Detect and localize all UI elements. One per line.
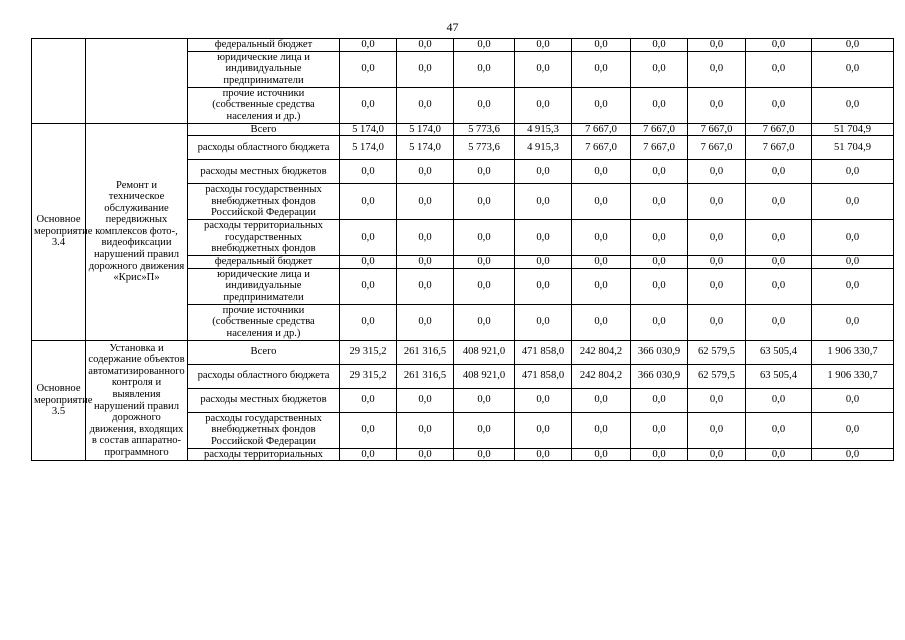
year-value-cell: 0,0 (397, 412, 454, 448)
year-value-cell: 0,0 (572, 39, 631, 52)
year-value-cell: 29 315,2 (340, 364, 397, 388)
total-value-cell: 1 906 330,7 (812, 364, 894, 388)
year-value-cell: 5 773,6 (454, 123, 515, 136)
year-value-cell: 0,0 (340, 39, 397, 52)
year-value-cell: 0,0 (688, 184, 746, 220)
year-value-cell: 0,0 (515, 51, 572, 87)
year-value-cell: 0,0 (688, 220, 746, 256)
year-value-cell: 7 667,0 (688, 123, 746, 136)
table-row (32, 340, 894, 364)
year-value-cell: 4 915,3 (515, 123, 572, 136)
year-value-cell: 0,0 (746, 448, 812, 461)
year-value-cell: 408 921,0 (454, 340, 515, 364)
year-value-cell: 0,0 (397, 268, 454, 304)
year-value-cell: 0,0 (454, 256, 515, 269)
year-value-cell: 0,0 (746, 412, 812, 448)
year-value-cell: 0,0 (397, 388, 454, 412)
year-value-cell: 0,0 (454, 220, 515, 256)
year-value-cell: 0,0 (340, 184, 397, 220)
year-value-cell: 0,0 (631, 39, 688, 52)
year-value-cell: 0,0 (515, 160, 572, 184)
year-value-cell: 0,0 (631, 184, 688, 220)
year-value-cell: 0,0 (572, 388, 631, 412)
year-value-cell: 0,0 (340, 412, 397, 448)
total-value-cell: 0,0 (812, 39, 894, 52)
year-value-cell: 471 858,0 (515, 364, 572, 388)
funding-source-cell: расходы областного бюджета (188, 364, 340, 388)
year-value-cell: 0,0 (572, 304, 631, 340)
year-value-cell: 0,0 (746, 160, 812, 184)
year-value-cell: 0,0 (572, 220, 631, 256)
event-description-cell: Установка и содержание объектов автоматизированного контроля и выявления нарушений правил дорожного движения, входящих в состав аппаратно-программного (86, 340, 188, 461)
year-value-cell: 0,0 (397, 87, 454, 123)
year-value-cell: 0,0 (572, 184, 631, 220)
year-value-cell: 242 804,2 (572, 340, 631, 364)
year-value-cell: 0,0 (515, 412, 572, 448)
funding-source-cell: федеральный бюджет (188, 256, 340, 269)
year-value-cell: 0,0 (688, 256, 746, 269)
funding-source-cell: расходы местных бюджетов (188, 388, 340, 412)
event-description-cell: Ремонт и техническое обслуживание передвижных комплексов фото-, видеофиксации нарушений правил дорожного движения «Крис»П» (86, 123, 188, 340)
total-value-cell: 0,0 (812, 220, 894, 256)
year-value-cell: 29 315,2 (340, 340, 397, 364)
year-value-cell: 5 174,0 (340, 136, 397, 160)
year-value-cell: 0,0 (340, 304, 397, 340)
year-value-cell: 0,0 (746, 39, 812, 52)
year-value-cell: 62 579,5 (688, 340, 746, 364)
year-value-cell: 0,0 (515, 304, 572, 340)
year-value-cell: 0,0 (397, 184, 454, 220)
funding-source-cell: расходы территориальных (188, 448, 340, 461)
table-row (32, 39, 894, 52)
year-value-cell: 0,0 (688, 87, 746, 123)
budget-table (31, 38, 894, 461)
year-value-cell: 0,0 (397, 256, 454, 269)
year-value-cell: 366 030,9 (631, 340, 688, 364)
year-value-cell: 0,0 (688, 412, 746, 448)
year-value-cell: 0,0 (746, 220, 812, 256)
total-value-cell: 0,0 (812, 304, 894, 340)
year-value-cell: 0,0 (454, 304, 515, 340)
year-value-cell: 0,0 (454, 160, 515, 184)
year-value-cell: 0,0 (572, 87, 631, 123)
funding-source-cell: прочие источники (собственные средства населения и др.) (188, 304, 340, 340)
year-value-cell: 62 579,5 (688, 364, 746, 388)
year-value-cell: 0,0 (515, 184, 572, 220)
year-value-cell: 0,0 (340, 256, 397, 269)
funding-source-cell: расходы государственных внебюджетных фондов Российской Федерации (188, 184, 340, 220)
year-value-cell: 261 316,5 (397, 364, 454, 388)
year-value-cell: 0,0 (746, 268, 812, 304)
total-value-cell: 51 704,9 (812, 123, 894, 136)
funding-source-cell: юридические лица и индивидуальные предприниматели (188, 268, 340, 304)
total-value-cell: 0,0 (812, 51, 894, 87)
year-value-cell: 0,0 (746, 304, 812, 340)
funding-source-cell: прочие источники (собственные средства населения и др.) (188, 87, 340, 123)
year-value-cell: 0,0 (746, 256, 812, 269)
total-value-cell: 0,0 (812, 268, 894, 304)
year-value-cell: 0,0 (454, 51, 515, 87)
year-value-cell: 0,0 (631, 220, 688, 256)
year-value-cell: 0,0 (631, 256, 688, 269)
year-value-cell: 0,0 (631, 160, 688, 184)
year-value-cell: 0,0 (688, 388, 746, 412)
year-value-cell: 366 030,9 (631, 364, 688, 388)
funding-source-cell: расходы территориальных государственных внебюджетных фондов (188, 220, 340, 256)
year-value-cell: 0,0 (397, 220, 454, 256)
year-value-cell: 0,0 (746, 184, 812, 220)
funding-source-cell: юридические лица и индивидуальные предприниматели (188, 51, 340, 87)
total-value-cell: 0,0 (812, 448, 894, 461)
year-value-cell: 0,0 (454, 268, 515, 304)
event-cell: Основное мероприятие 3.5 (32, 340, 86, 461)
table-row (32, 123, 894, 136)
year-value-cell: 0,0 (688, 268, 746, 304)
year-value-cell: 0,0 (454, 184, 515, 220)
year-value-cell: 471 858,0 (515, 340, 572, 364)
year-value-cell: 0,0 (746, 87, 812, 123)
year-value-cell: 0,0 (631, 51, 688, 87)
year-value-cell: 0,0 (454, 39, 515, 52)
year-value-cell: 0,0 (515, 220, 572, 256)
year-value-cell: 7 667,0 (631, 123, 688, 136)
year-value-cell: 0,0 (631, 268, 688, 304)
total-value-cell: 0,0 (812, 412, 894, 448)
total-value-cell: 51 704,9 (812, 136, 894, 160)
year-value-cell: 0,0 (688, 51, 746, 87)
year-value-cell: 0,0 (340, 51, 397, 87)
year-value-cell: 0,0 (572, 256, 631, 269)
funding-source-cell: расходы государственных внебюджетных фондов Российской Федерации (188, 412, 340, 448)
year-value-cell: 7 667,0 (746, 123, 812, 136)
year-value-cell: 0,0 (340, 160, 397, 184)
funding-source-cell: федеральный бюджет (188, 39, 340, 52)
funding-source-cell: расходы областного бюджета (188, 136, 340, 160)
year-value-cell: 0,0 (631, 87, 688, 123)
year-value-cell: 0,0 (631, 388, 688, 412)
event-cell (32, 39, 86, 124)
year-value-cell: 0,0 (340, 448, 397, 461)
year-value-cell: 0,0 (688, 448, 746, 461)
total-value-cell: 0,0 (812, 388, 894, 412)
total-value-cell: 1 906 330,7 (812, 340, 894, 364)
year-value-cell: 0,0 (340, 388, 397, 412)
year-value-cell: 0,0 (454, 448, 515, 461)
year-value-cell: 0,0 (631, 412, 688, 448)
year-value-cell: 5 174,0 (397, 123, 454, 136)
year-value-cell: 0,0 (340, 220, 397, 256)
year-value-cell: 0,0 (397, 448, 454, 461)
year-value-cell: 5 174,0 (340, 123, 397, 136)
year-value-cell: 0,0 (340, 87, 397, 123)
year-value-cell: 7 667,0 (688, 136, 746, 160)
year-value-cell: 0,0 (688, 39, 746, 52)
page-number: 47 (446, 20, 459, 34)
year-value-cell: 7 667,0 (746, 136, 812, 160)
year-value-cell: 0,0 (631, 448, 688, 461)
total-value-cell: 0,0 (812, 184, 894, 220)
table-body (32, 39, 894, 461)
funding-source-cell: Всего (188, 340, 340, 364)
year-value-cell: 0,0 (397, 304, 454, 340)
year-value-cell: 0,0 (688, 304, 746, 340)
year-value-cell: 5 773,6 (454, 136, 515, 160)
year-value-cell: 5 174,0 (397, 136, 454, 160)
year-value-cell: 7 667,0 (572, 123, 631, 136)
funding-source-cell: расходы местных бюджетов (188, 160, 340, 184)
year-value-cell: 261 316,5 (397, 340, 454, 364)
event-description-cell (86, 39, 188, 124)
year-value-cell: 0,0 (454, 87, 515, 123)
year-value-cell: 7 667,0 (572, 136, 631, 160)
year-value-cell: 0,0 (515, 388, 572, 412)
year-value-cell: 0,0 (397, 51, 454, 87)
year-value-cell: 63 505,4 (746, 340, 812, 364)
year-value-cell: 0,0 (572, 51, 631, 87)
event-cell: Основное мероприятие 3.4 (32, 123, 86, 340)
year-value-cell: 0,0 (572, 160, 631, 184)
year-value-cell: 0,0 (746, 51, 812, 87)
year-value-cell: 0,0 (631, 304, 688, 340)
year-value-cell: 0,0 (397, 39, 454, 52)
year-value-cell: 7 667,0 (631, 136, 688, 160)
year-value-cell: 0,0 (515, 256, 572, 269)
year-value-cell: 0,0 (515, 268, 572, 304)
year-value-cell: 4 915,3 (515, 136, 572, 160)
year-value-cell: 0,0 (397, 160, 454, 184)
year-value-cell: 0,0 (515, 448, 572, 461)
year-value-cell: 0,0 (340, 268, 397, 304)
year-value-cell: 0,0 (572, 412, 631, 448)
total-value-cell: 0,0 (812, 256, 894, 269)
year-value-cell: 0,0 (746, 388, 812, 412)
total-value-cell: 0,0 (812, 160, 894, 184)
year-value-cell: 0,0 (572, 448, 631, 461)
funding-source-cell: Всего (188, 123, 340, 136)
year-value-cell: 0,0 (688, 160, 746, 184)
year-value-cell: 242 804,2 (572, 364, 631, 388)
year-value-cell: 408 921,0 (454, 364, 515, 388)
year-value-cell: 0,0 (572, 268, 631, 304)
year-value-cell: 63 505,4 (746, 364, 812, 388)
year-value-cell: 0,0 (454, 388, 515, 412)
year-value-cell: 0,0 (515, 39, 572, 52)
year-value-cell: 0,0 (515, 87, 572, 123)
total-value-cell: 0,0 (812, 87, 894, 123)
year-value-cell: 0,0 (454, 412, 515, 448)
